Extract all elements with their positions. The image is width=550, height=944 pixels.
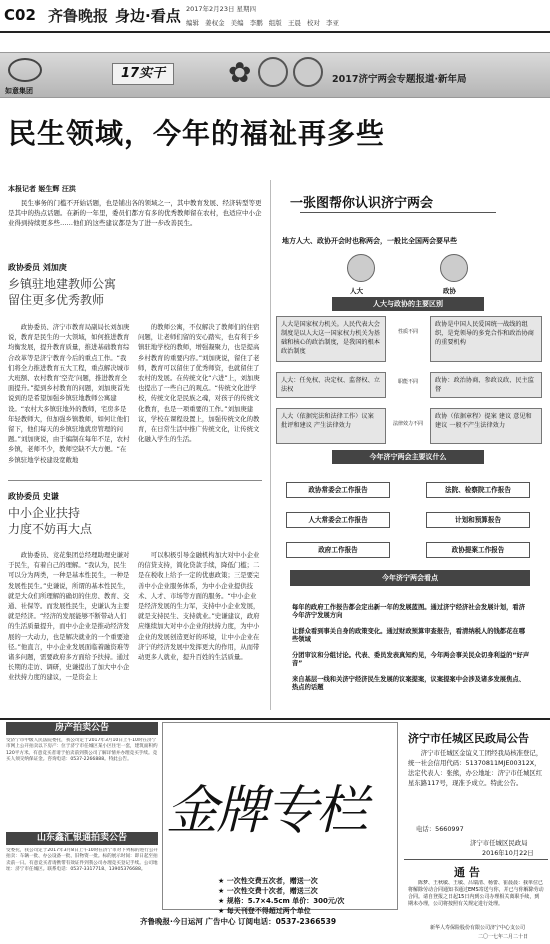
- cppcc-emblem-icon: [440, 254, 468, 282]
- section-2-title-line2: 力度不妨再大点: [8, 522, 93, 536]
- cppcc-powers-box: 政协：政治协商、参政议政、民主监督: [430, 372, 542, 398]
- property-auction-title: 房产拍卖公告: [6, 722, 158, 735]
- ad-section-divider: [0, 718, 550, 720]
- title-underline: [300, 212, 496, 213]
- cppcc-legal-box: 政协（依据章程）提案 建议 意见和建议 一般不产生法律效力: [430, 408, 542, 444]
- task-cppcc-report: 政协常委会工作报告: [286, 482, 390, 498]
- section-1-col-1: 政协委员、济宁市教育局副局长刘加庚说，教育是民生的一大领域，如何推进教育均衡发展，提升教育质量，推进基础教育综合改革等是济宁教育今后的重点工作。“我们将全力推进教育五大工程，重点解决城市大班额、农村教育‘空壳’问题，推进教育全面提升。”提到乡村教育的问题，刘加庚首先说到的是希望加强乡镇驻地教师公寓建设。“农村大多镇驻地外的教师，宅房多是年轻教师大，但加强乡镇教师，如何让他们留下，他们每天的乡镇驻地就房管理的问题。”刘加庚说，由于编制在每年不足，农村乡镇，老师不少，教师空缺不大方便。“在乡镇驻地学校建设宽敞地: [8, 323, 130, 464]
- section-1-col-2: 的教师公寓，不仅解决了教师们的住宿问题，让老师们留的安心踏实，也有利于乡镇驻地学校的教师，增强凝聚力，也是提高乡村教育的重要内容。”刘加庚说，留住了老师，教育可以留住了优秀师资，也就留住了农村的发展。在传统文化“六进”上，刘加庚也提出了一些自己的观点。“传统文化进学校，传统文化是民族之魂，对孩子的传统文化教育，也是一项重要的工作。”刘加庚建议，学校在课程设置上，加强传统文化的教育，在日常生活中推广传统文化，让传统文化融入学生的生活。: [138, 323, 260, 444]
- highlights-band: 今年济宁两会看点: [290, 570, 530, 586]
- term-2: ★ 一次性交费十次者，赠送三次: [218, 887, 318, 895]
- civil-affairs-date: 2016年10月22日: [482, 849, 534, 857]
- auction-company-text: 受委托，我公司定于2017年3月8日上午10时在济宁市对下列标的进行公开拍卖：车辆一批、办公设备一批、旧物资一批。标的展示时间：即日起至拍卖前一日。有意竞买者请携带有效证件到我公司办理竞买登记手续。公司地址：济宁市任城区。联系电话：0537-3317718、13905376688。: [6, 848, 158, 873]
- civil-affairs-phone: 电话：5660997: [416, 825, 464, 833]
- auction-company-title: 山东鑫汇银通拍卖公告: [6, 832, 158, 845]
- dismissal-notice-text: 陈梦、王秋敏、王敏、吕瑞清、杨蕾、崔晨晨：我单位已将解除劳动合同通知书通过EMS寄送与你，并已与你解除劳动合同。请自登报之日起15日内到公司办理相关离职手续，到期未办理，公司将按照有关规定进行处理。: [408, 880, 544, 907]
- speaker-1: 政协委员 刘加庚: [8, 263, 67, 272]
- civil-affairs-signature: 济宁市任城区民政局: [470, 839, 528, 847]
- byline: 本报记者 姬生辉 汪洪: [8, 185, 76, 193]
- npc-label: 人大: [350, 287, 363, 295]
- header-divider: [0, 31, 550, 33]
- date-line: 2017年2月23日 星期四: [186, 5, 257, 13]
- task-budget-report: 计划和预算报告: [426, 512, 530, 528]
- article-headline: 民生领域，今年的福祉再多些: [8, 117, 386, 150]
- section-2-col-2: 可以积极引导金融机构加大对中小企业的信贷支持，简化贷款手续，降低门槛；二是在税收上给予一定的优惠政策；三是要完善中小企业服务体系，为中小企业提供技术、人才、市场等方面的服务。“中小企业是经济发展的生力军，支持中小企业发展，就是支持民生、支持就业。”史谦建议，政府应继续加大对中小企业的扶持力度，为中小企业的发展创造更好的环境，让中小企业在济宁的经济发展中发挥更大的作用，从而带动更多人就业，提升百姓的生活质量。: [138, 551, 260, 662]
- cppcc-label: 政协: [443, 287, 456, 295]
- npc-powers-box: 人大：任免权、决定权、监督权、立法权: [276, 372, 386, 398]
- chinese-knot-icon: ✿: [228, 56, 252, 89]
- npc-emblem-icon: [347, 254, 375, 282]
- task-court-report: 法院、检察院工作报告: [426, 482, 530, 498]
- notice-divider: [404, 859, 548, 860]
- dismissal-notice-title: 通 告: [454, 866, 480, 879]
- section-1-title-line2: 留住更多优秀教师: [8, 293, 105, 307]
- highlight-2: 让群众看到事关自身的政策变化。通过财政预算审查报告，看清纳税人的钱都花在哪些领域: [292, 628, 525, 643]
- article-intro: 民生事务的门槛不开始话题，也是铺出各的领域之一，其中教育发展、经济转型等更是其中的热点话题。在新的一年里，委员们都方有多的优秀教师留在农村，也适应中小企业得到持续更多些……他们的这些建议都是为了进一步改善民生。: [8, 199, 262, 227]
- dismissal-notice-date: 二〇一七年二月二十日: [478, 934, 529, 940]
- property-auction-text: 受济宁市中级人民法院委托，我公司定于2017年3月10日上午10时在济宁市网上公开拍卖以下房产：位于济宁市任城区某小区住宅一套，建筑面积约120平方米。有意竞买者请于拍卖前到我公司了解详情并办理竞买手续。竞买人须交纳保证金。咨询电话：0537-2266888。特此公告。: [6, 738, 158, 763]
- banner-title: 2017济宁两会专题报道·新年局: [332, 74, 467, 85]
- staff-line: 编辑 姜权金 美编 李鹏 组版 王晨 校对 李亚: [186, 19, 339, 27]
- gold-column-terms: [218, 876, 344, 916]
- section-divider: [8, 480, 262, 481]
- banner-badge: 17实干: [112, 63, 174, 85]
- highlight-3: 分团审议和分组讨论。代表、委员发表真知灼见，今年两会事关民众切身利益的“好声音”: [292, 652, 530, 667]
- paper-name: 齐鲁晚报: [48, 7, 109, 25]
- party-emblem-icon: [293, 57, 323, 87]
- civil-affairs-notice-text: 济宁市任城区金谊义工团经我局核准登记，统一社会信用代码：51370811MJE00312X，法定代表人：张熊，办公地址：济宁市任城区红星东路117号，现准予成立。特此公告。: [408, 749, 543, 787]
- task-npc-report: 人大常委会工作报告: [286, 512, 390, 528]
- ad-center-footer: 齐鲁晚报·今日运河 广告中心 订阅电话：0537-2366539: [140, 917, 337, 926]
- legal-caption: 法律效力不同: [392, 421, 423, 427]
- task-proposal-report: 政协提案工作报告: [426, 542, 530, 558]
- npc-legal-box: 人大（依据宪法和法律工作）议案 批评和建议 产生法律效力: [276, 408, 386, 444]
- infographic-title: 一张图帮你认识济宁两会: [290, 196, 434, 211]
- section-1-title-line1: 乡镇驻地建教师公寓: [8, 277, 117, 291]
- highlight-1: 每年的政府工作报告都会定出新一年的发展蓝图。通过济宁经济社会发展计划，看济今年济宁发展方向: [292, 604, 525, 619]
- section-title: 身边·看点: [115, 7, 181, 25]
- relation-band: 人大与政协的主要区别: [332, 297, 484, 311]
- civil-affairs-notice-title: 济宁市任城区民政局公告: [408, 732, 529, 745]
- sponsor-logo-icon: [8, 58, 42, 82]
- infographic-description: 地方人大、政协开会时也称两会，一般比全国两会要早些: [282, 237, 457, 245]
- tasks-band: 今年济宁两会主要议什么: [332, 450, 484, 464]
- sponsor-name: 如意集团: [5, 87, 33, 95]
- cppcc-nature-box: 政协是中国人民爱国统一战线的组织，是党领导的多党合作和政治协商的重要机构: [430, 316, 542, 362]
- nature-caption: 性质不同: [397, 329, 418, 335]
- national-emblem-icon: [258, 57, 288, 87]
- task-government-report: 政府工作报告: [286, 542, 390, 558]
- dismissal-notice-signature: 新华人寿保险股份有限公司济宁中心支公司: [430, 925, 526, 931]
- term-3: ★ 规格：5.7×4.5cm 单价：300元/次: [218, 897, 345, 905]
- term-4: ★ 每天刊登不得超过两个单位: [218, 907, 311, 915]
- term-1: ★ 一次性交费五次者，赠送一次: [218, 877, 318, 885]
- highlight-4: 来自基层一线和关济宁经济民生发展的议案提案，议案提案中会涉及诸多发展焦点、热点的话题: [292, 676, 525, 691]
- section-2-col-1: 政协委员、竞花集团总经理助理史谦对于民生，有着自己的理解。“我认为，民生可以分为两类，一种是基本性民生，一种是发展性民生。”史谦说，所谓的基本性民生，就是大众们所理解的确切的住房、教育、交通、社保等。而发展性民生，史谦认为主要就是经济。“经济的发展能够不断带动人们的生活质量提升，而中小企业是推动经济发展的一大动力，也是解决就业的一个重要途径。”他直言，中小企业发展面临着融资难等诸多问题，需要政府多方面给予扶持。通过长期的走访、调研，史谦提出了加大中小企业扶持力度的建议，一是资金上: [8, 551, 130, 682]
- page-number: C02: [4, 6, 36, 24]
- gold-column-title: 金牌专栏: [166, 781, 367, 841]
- speaker-2: 政协委员 史谦: [8, 492, 59, 501]
- npc-nature-box: 人大是国家权力机关。人民代表大会制度是以人大这一国家权力机关为基础和核心的政治制度，是我国的根本政治制度: [276, 316, 386, 362]
- section-2-title-line1: 中小企业扶持: [8, 506, 81, 520]
- function-caption: 职能不同: [397, 379, 418, 385]
